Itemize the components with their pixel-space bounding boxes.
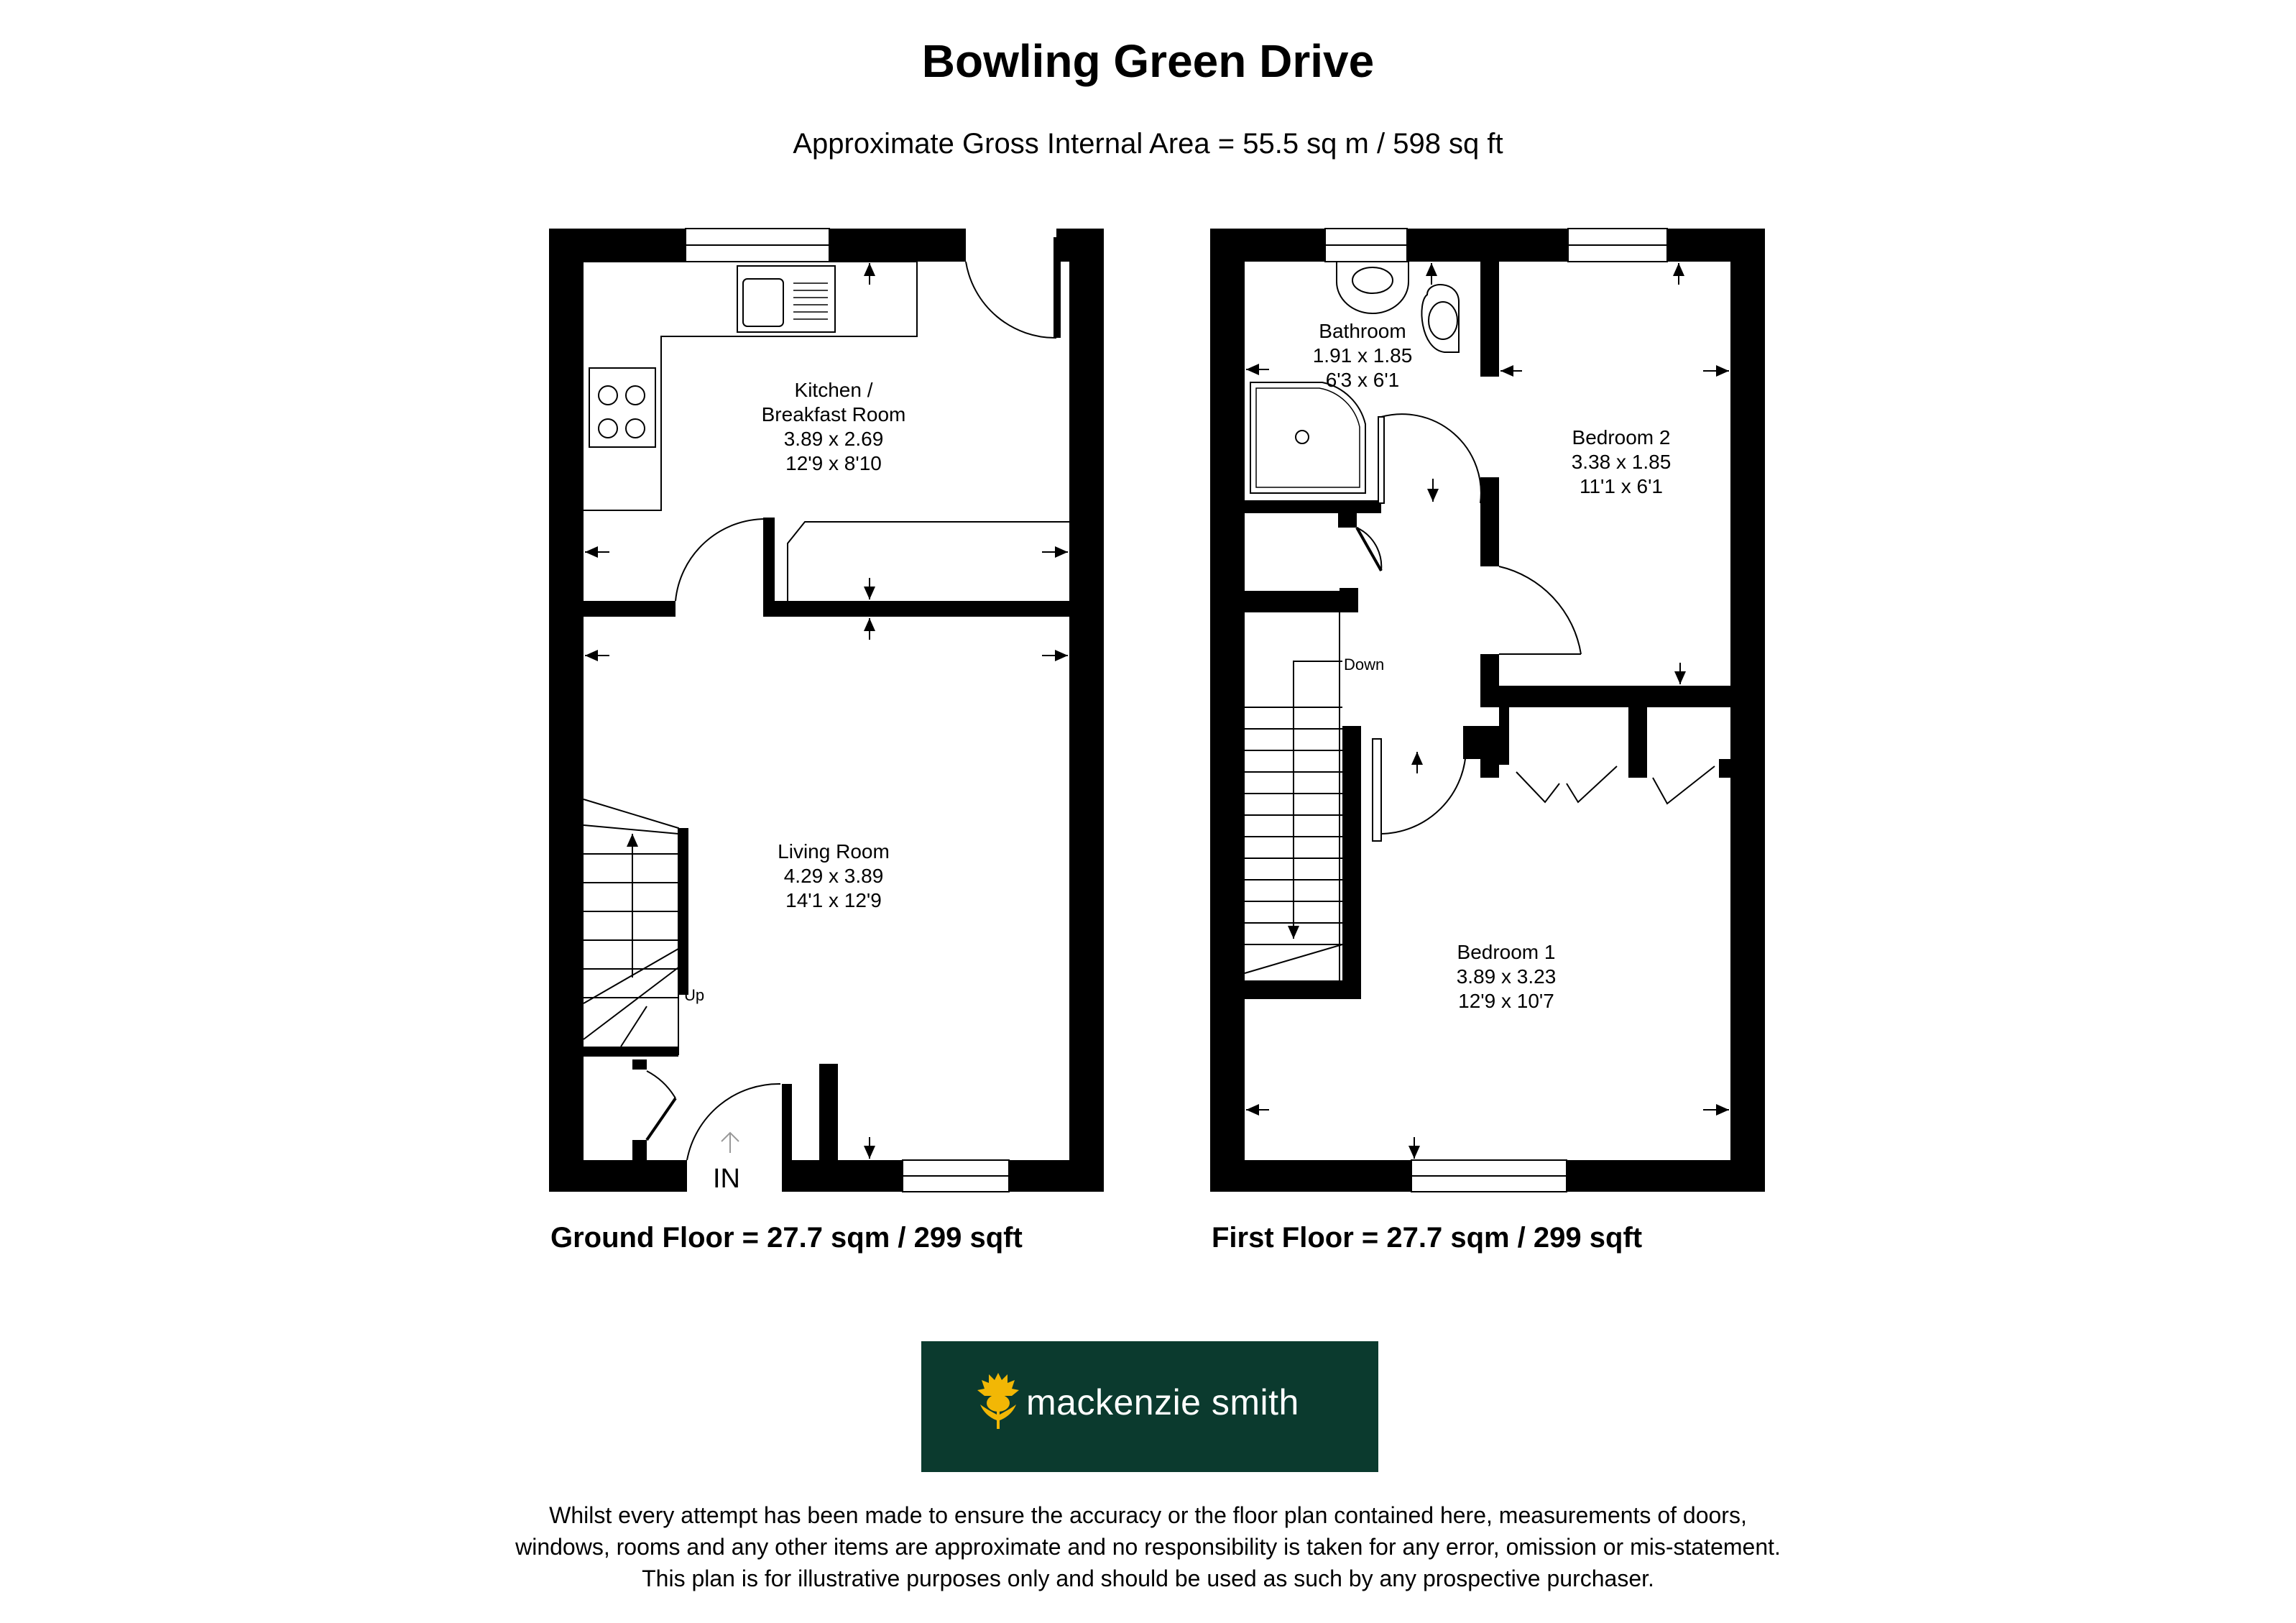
ground-stairs-label: Up (684, 986, 705, 1004)
bedroom2-door-swing (1499, 566, 1581, 654)
living-metric: 4.29 x 3.89 (783, 865, 884, 887)
ground-wall-right (1069, 229, 1104, 1192)
first-wall-top-mid (1407, 229, 1568, 262)
toilet (1421, 285, 1459, 352)
first-wall-right (1730, 229, 1765, 1192)
wardrobe-wall (1480, 686, 1730, 707)
front-door-swing (687, 1084, 780, 1160)
bedroom2-wall-bottom (1480, 654, 1499, 686)
breakfast-bar (788, 522, 1069, 601)
first-wall-top-left (1210, 229, 1325, 262)
first-stairs-wall (1342, 726, 1361, 999)
ground-stairs (584, 799, 678, 1055)
ground-wall-top-right (1056, 229, 1104, 262)
bedroom1-imperial: 12'9 x 10'7 (1458, 990, 1554, 1012)
first-wall-bottom-left (1210, 1160, 1411, 1192)
basin (1337, 262, 1409, 313)
kitchen-living-wall-right (769, 601, 1069, 617)
disclaimer-line: This plan is for illustrative purposes only and should be used as such by any prospective purchaser. (642, 1565, 1654, 1591)
brand-name: mackenzie smith (1026, 1382, 1299, 1422)
disclaimer (0, 1499, 2296, 1594)
ground-wall-bottom-right (1009, 1160, 1104, 1192)
gross-area-subtitle: Approximate Gross Internal Area = 55.5 sq m / 598 sq ft (793, 128, 1503, 160)
living-imperial: 14'1 x 12'9 (785, 889, 882, 911)
disclaimer-line: windows, rooms and any other items are approximate and no responsibility is taken for any error, omission or mis-statement. (515, 1534, 1781, 1560)
ground-wall-left (549, 229, 584, 1192)
bathroom-name: Bathroom (1319, 320, 1406, 342)
kitchen-living-wall-left (584, 601, 676, 617)
first-wall-left (1210, 229, 1245, 1192)
bedroom2-imperial: 11'1 x 6'1 (1579, 475, 1664, 497)
bedroom1-metric: 3.89 x 3.23 (1456, 965, 1557, 988)
bathroom-wall-bottom (1245, 500, 1381, 513)
kitchen-door-swing (676, 519, 766, 601)
first-wall-top-right (1667, 229, 1765, 262)
sink (737, 266, 835, 332)
ground-floor-label: Ground Floor = 27.7 sqm / 299 sqft (550, 1222, 1023, 1254)
ground-stairs-wall (678, 828, 688, 995)
bathroom-imperial: 6'3 x 6'1 (1325, 369, 1400, 391)
kitchen-imperial: 12'9 x 8'10 (785, 452, 882, 474)
brand-logo (921, 1341, 1378, 1472)
first-wall-bottom-right (1567, 1160, 1765, 1192)
ground-wall-bottom-mid (782, 1160, 903, 1192)
bathroom-metric: 1.91 x 1.85 (1312, 344, 1413, 367)
disclaimer-line: Whilst every attempt has been made to ensure the accuracy or the floor plan contained here, measurements of doors, (549, 1502, 1747, 1528)
ground-floor-plan (549, 229, 1104, 1194)
back-door-swing (966, 262, 1056, 338)
first-stairs (1245, 612, 1342, 980)
bathroom-wall-right (1480, 262, 1499, 377)
thistle-icon (976, 1370, 1020, 1430)
bedroom2-name: Bedroom 2 (1572, 426, 1671, 449)
first-stairs-label: Down (1344, 656, 1385, 673)
entrance-arrow-icon (721, 1133, 739, 1153)
ground-wall-bottom-left (549, 1160, 687, 1192)
ground-wall-top-mid (829, 229, 966, 262)
kitchen-name-line2: Breakfast Room (761, 403, 906, 426)
kitchen-name-line1: Kitchen / (794, 379, 873, 401)
wardrobe-doors (1516, 766, 1715, 804)
kitchen-metric: 3.89 x 2.69 (783, 428, 884, 450)
first-floor-label: First Floor = 27.7 sqm / 299 sqft (1212, 1222, 1643, 1254)
bedroom1-name: Bedroom 1 (1457, 941, 1556, 963)
entrance-label: IN (713, 1164, 740, 1194)
first-floor-plan (1210, 229, 1765, 1192)
bedroom1-door-swing (1380, 748, 1466, 834)
hob (589, 368, 655, 447)
living-name: Living Room (778, 840, 890, 863)
bedroom2-metric: 3.38 x 1.85 (1571, 451, 1672, 473)
ground-wall-top-left (549, 229, 686, 262)
page-title: Bowling Green Drive (921, 35, 1375, 87)
